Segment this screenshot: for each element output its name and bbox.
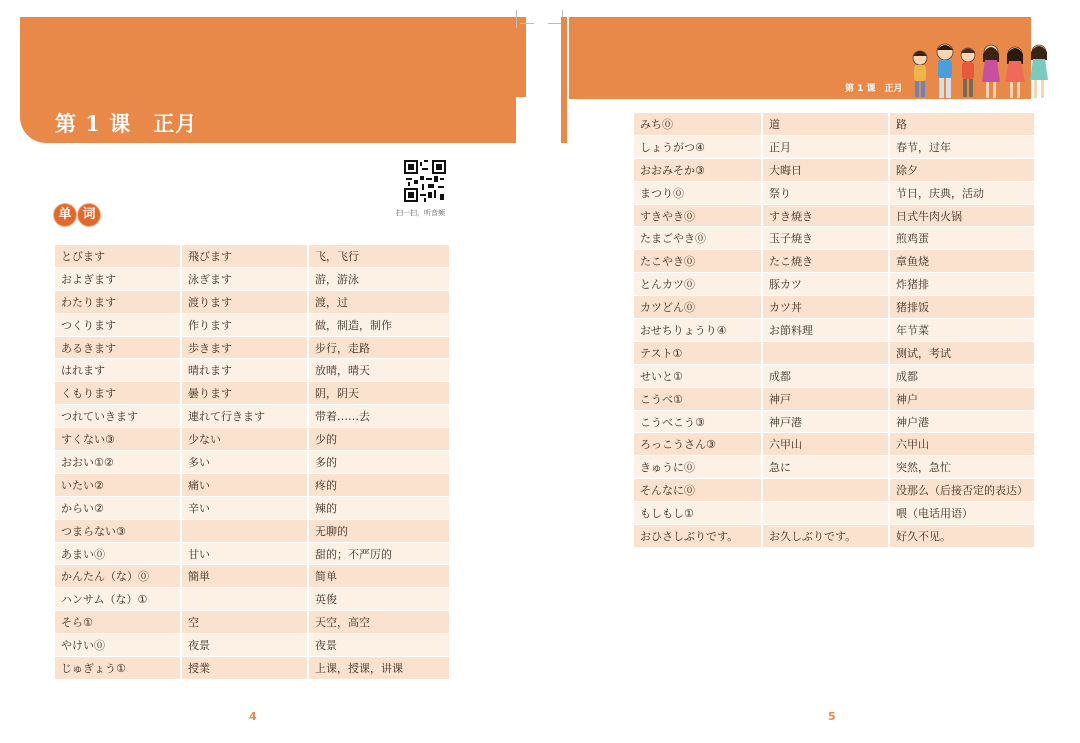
vocab-meaning: 节日，庆典，活动 bbox=[890, 182, 1034, 204]
table-row bbox=[55, 520, 449, 542]
vocab-meaning: 神户 bbox=[890, 388, 1034, 410]
vocab-meaning: 阴，阴天 bbox=[309, 382, 449, 404]
vocab-kanji: 簡単 bbox=[182, 565, 307, 587]
table-row bbox=[634, 433, 1034, 455]
lesson-title: 第 1 课 正月 bbox=[55, 111, 198, 136]
vocab-reading: おせちりょうり④ bbox=[634, 319, 761, 341]
vocab-reading: じゅぎょう① bbox=[55, 657, 180, 679]
vocab-reading: わたります bbox=[55, 291, 180, 313]
vocab-reading: すくない③ bbox=[55, 428, 180, 450]
vocab-reading: せいと① bbox=[634, 365, 761, 387]
vocab-reading: はれます bbox=[55, 359, 180, 381]
vocab-kanji: 六甲山 bbox=[763, 433, 888, 455]
vocab-reading: おおい①② bbox=[55, 451, 180, 473]
table-row bbox=[634, 250, 1034, 272]
vocab-kanji: お節料理 bbox=[763, 319, 888, 341]
vocab-kanji: 泳ぎます bbox=[182, 268, 307, 290]
vocab-kanji: お久しぶりです。 bbox=[763, 525, 888, 547]
vocab-meaning: 测试，考试 bbox=[890, 342, 1034, 364]
crop-mark bbox=[548, 23, 562, 24]
vocab-reading: もしもし① bbox=[634, 502, 761, 524]
vocab-meaning: 疼的 bbox=[309, 474, 449, 496]
vocab-meaning: 好久不见。 bbox=[890, 525, 1034, 547]
vocab-meaning: 游，游泳 bbox=[309, 268, 449, 290]
qr-caption: 扫一扫，听音频 bbox=[396, 209, 445, 217]
vocab-reading: カツどん⓪ bbox=[634, 296, 761, 318]
left-vocab-table bbox=[53, 244, 451, 680]
vocab-kanji: 神戸 bbox=[763, 388, 888, 410]
vocab-meaning: 上课，授课，讲课 bbox=[309, 657, 449, 679]
vocab-meaning: 甜的；不严厉的 bbox=[309, 543, 449, 565]
vocab-meaning: 除夕 bbox=[890, 159, 1034, 181]
vocab-reading: おひさしぶりです。 bbox=[634, 525, 761, 547]
vocab-kanji: 晴れます bbox=[182, 359, 307, 381]
vocab-meaning: 无聊的 bbox=[309, 520, 449, 542]
vocab-meaning: 带着……去 bbox=[309, 405, 449, 427]
vocab-meaning: 简单 bbox=[309, 565, 449, 587]
vocab-meaning: 做，制造，制作 bbox=[309, 314, 449, 336]
vocab-kanji: 道 bbox=[763, 113, 888, 135]
vocab-kanji: 祭り bbox=[763, 182, 888, 204]
vocab-meaning: 煎鸡蛋 bbox=[890, 227, 1034, 249]
vocab-meaning: 日式牛肉火锅 bbox=[890, 205, 1034, 227]
vocab-reading: そんなに⓪ bbox=[634, 479, 761, 501]
table-row bbox=[55, 474, 449, 496]
vocab-reading: すきやき⓪ bbox=[634, 205, 761, 227]
crop-mark bbox=[516, 10, 517, 28]
vocab-reading: しょうがつ④ bbox=[634, 136, 761, 158]
vocab-kanji: 曇ります bbox=[182, 382, 307, 404]
vocab-meaning: 步行，走路 bbox=[309, 337, 449, 359]
vocab-meaning: 辣的 bbox=[309, 497, 449, 519]
vocab-meaning: 成都 bbox=[890, 365, 1034, 387]
table-row bbox=[634, 388, 1034, 410]
vocab-kanji: カツ丼 bbox=[763, 296, 888, 318]
table-row bbox=[55, 314, 449, 336]
vocab-reading: おおみそか③ bbox=[634, 159, 761, 181]
vocab-meaning: 春节，过年 bbox=[890, 136, 1034, 158]
vocab-reading: みち⓪ bbox=[634, 113, 761, 135]
right-header-strip bbox=[561, 17, 567, 143]
table-row bbox=[634, 273, 1034, 295]
vocab-kanji: 作ります bbox=[182, 314, 307, 336]
table-row bbox=[55, 359, 449, 381]
table-row bbox=[55, 337, 449, 359]
vocab-kanji bbox=[182, 588, 307, 610]
table-row bbox=[634, 411, 1034, 433]
vocab-kanji: 豚カツ bbox=[763, 273, 888, 295]
vocab-kanji: 空 bbox=[182, 611, 307, 633]
vocab-meaning: 六甲山 bbox=[890, 433, 1034, 455]
vocab-kanji bbox=[763, 502, 888, 524]
vocab-kanji: 多い bbox=[182, 451, 307, 473]
vocab-meaning: 少的 bbox=[309, 428, 449, 450]
table-row bbox=[634, 365, 1034, 387]
vocab-kanji: 急に bbox=[763, 456, 888, 478]
table-row bbox=[55, 382, 449, 404]
table-row bbox=[634, 113, 1034, 135]
table-row bbox=[55, 588, 449, 610]
vocab-reading: まつり⓪ bbox=[634, 182, 761, 204]
vocab-meaning: 炸猪排 bbox=[890, 273, 1034, 295]
table-row bbox=[634, 479, 1034, 501]
table-row bbox=[55, 428, 449, 450]
vocab-reading: とんカツ⓪ bbox=[634, 273, 761, 295]
children-illustration bbox=[905, 38, 1060, 102]
vocab-meaning: 年节菜 bbox=[890, 319, 1034, 341]
vocab-reading: きゅうに⓪ bbox=[634, 456, 761, 478]
vocab-reading: およぎます bbox=[55, 268, 180, 290]
vocab-reading: つくります bbox=[55, 314, 180, 336]
table-row bbox=[55, 268, 449, 290]
vocab-kanji bbox=[763, 479, 888, 501]
table-row bbox=[55, 657, 449, 679]
vocab-reading: いたい② bbox=[55, 474, 180, 496]
table-row bbox=[55, 634, 449, 656]
vocab-reading: つれていきます bbox=[55, 405, 180, 427]
vocab-reading: あまい⓪ bbox=[55, 543, 180, 565]
vocab-kanji: 痛い bbox=[182, 474, 307, 496]
right-vocab-table bbox=[632, 112, 1036, 548]
table-row bbox=[634, 502, 1034, 524]
vocab-meaning: 猪排饭 bbox=[890, 296, 1034, 318]
vocab-kanji: 玉子焼き bbox=[763, 227, 888, 249]
table-row bbox=[634, 525, 1034, 547]
vocab-kanji: 正月 bbox=[763, 136, 888, 158]
table-row bbox=[634, 159, 1034, 181]
vocab-kanji: 少ない bbox=[182, 428, 307, 450]
table-row bbox=[634, 182, 1034, 204]
vocab-meaning: 章鱼烧 bbox=[890, 250, 1034, 272]
vocab-reading: たこやき⓪ bbox=[634, 250, 761, 272]
page-number-right: 5 bbox=[828, 710, 836, 723]
vocab-kanji: たこ焼き bbox=[763, 250, 888, 272]
badge-char: 词 bbox=[77, 203, 101, 227]
vocab-reading: そら① bbox=[55, 611, 180, 633]
vocab-kanji: 夜景 bbox=[182, 634, 307, 656]
table-row bbox=[634, 342, 1034, 364]
vocab-kanji: 甘い bbox=[182, 543, 307, 565]
left-header-tab bbox=[516, 17, 526, 97]
table-row bbox=[55, 565, 449, 587]
vocab-kanji bbox=[763, 342, 888, 364]
table-row bbox=[55, 497, 449, 519]
vocab-reading: かんたん（な）⓪ bbox=[55, 565, 180, 587]
vocab-reading: からい② bbox=[55, 497, 180, 519]
vocab-reading: とびます bbox=[55, 245, 180, 267]
vocab-reading: つまらない③ bbox=[55, 520, 180, 542]
badge-char: 单 bbox=[53, 203, 77, 227]
table-row bbox=[55, 543, 449, 565]
vocab-meaning: 突然，急忙 bbox=[890, 456, 1034, 478]
vocab-meaning: 天空，高空 bbox=[309, 611, 449, 633]
vocab-reading: こうべ① bbox=[634, 388, 761, 410]
vocab-meaning: 英俊 bbox=[309, 588, 449, 610]
vocab-kanji: 成都 bbox=[763, 365, 888, 387]
table-row bbox=[634, 456, 1034, 478]
vocab-reading: くもります bbox=[55, 382, 180, 404]
vocab-meaning: 渡，过 bbox=[309, 291, 449, 313]
vocab-kanji: 授業 bbox=[182, 657, 307, 679]
vocab-meaning: 没那么（后接否定的表达） bbox=[890, 479, 1034, 501]
vocab-meaning: 夜景 bbox=[309, 634, 449, 656]
table-row bbox=[55, 405, 449, 427]
table-row bbox=[55, 291, 449, 313]
vocab-reading: ろっこうさん③ bbox=[634, 433, 761, 455]
vocab-meaning: 飞，飞行 bbox=[309, 245, 449, 267]
vocab-kanji: すき焼き bbox=[763, 205, 888, 227]
vocab-kanji: 神戸港 bbox=[763, 411, 888, 433]
vocab-reading: こうべこう③ bbox=[634, 411, 761, 433]
vocab-reading: たまごやき⓪ bbox=[634, 227, 761, 249]
vocab-meaning: 喂（电话用语） bbox=[890, 502, 1034, 524]
qr-code-icon[interactable] bbox=[404, 160, 446, 202]
vocab-kanji: 大晦日 bbox=[763, 159, 888, 181]
running-header: 第 1 课 正月 bbox=[845, 84, 903, 94]
vocab-meaning: 路 bbox=[890, 113, 1034, 135]
table-row bbox=[55, 245, 449, 267]
vocab-meaning: 多的 bbox=[309, 451, 449, 473]
page-number-left: 4 bbox=[249, 710, 257, 723]
vocabulary-badge bbox=[53, 202, 103, 226]
table-row bbox=[55, 451, 449, 473]
vocab-reading: あるきます bbox=[55, 337, 180, 359]
vocab-kanji: 渡ります bbox=[182, 291, 307, 313]
table-row bbox=[55, 611, 449, 633]
vocab-reading: ハンサム（な）① bbox=[55, 588, 180, 610]
vocab-meaning: 神户港 bbox=[890, 411, 1034, 433]
table-row bbox=[634, 319, 1034, 341]
crop-mark bbox=[520, 23, 534, 24]
table-row bbox=[634, 136, 1034, 158]
table-row bbox=[634, 227, 1034, 249]
vocab-kanji: 歩きます bbox=[182, 337, 307, 359]
vocab-reading: テスト① bbox=[634, 342, 761, 364]
vocab-kanji bbox=[182, 520, 307, 542]
vocab-kanji: 連れて行きます bbox=[182, 405, 307, 427]
vocab-meaning: 放晴，晴天 bbox=[309, 359, 449, 381]
table-row bbox=[634, 296, 1034, 318]
table-row bbox=[634, 205, 1034, 227]
vocab-kanji: 飛びます bbox=[182, 245, 307, 267]
vocab-reading: やけい⓪ bbox=[55, 634, 180, 656]
vocab-kanji: 辛い bbox=[182, 497, 307, 519]
